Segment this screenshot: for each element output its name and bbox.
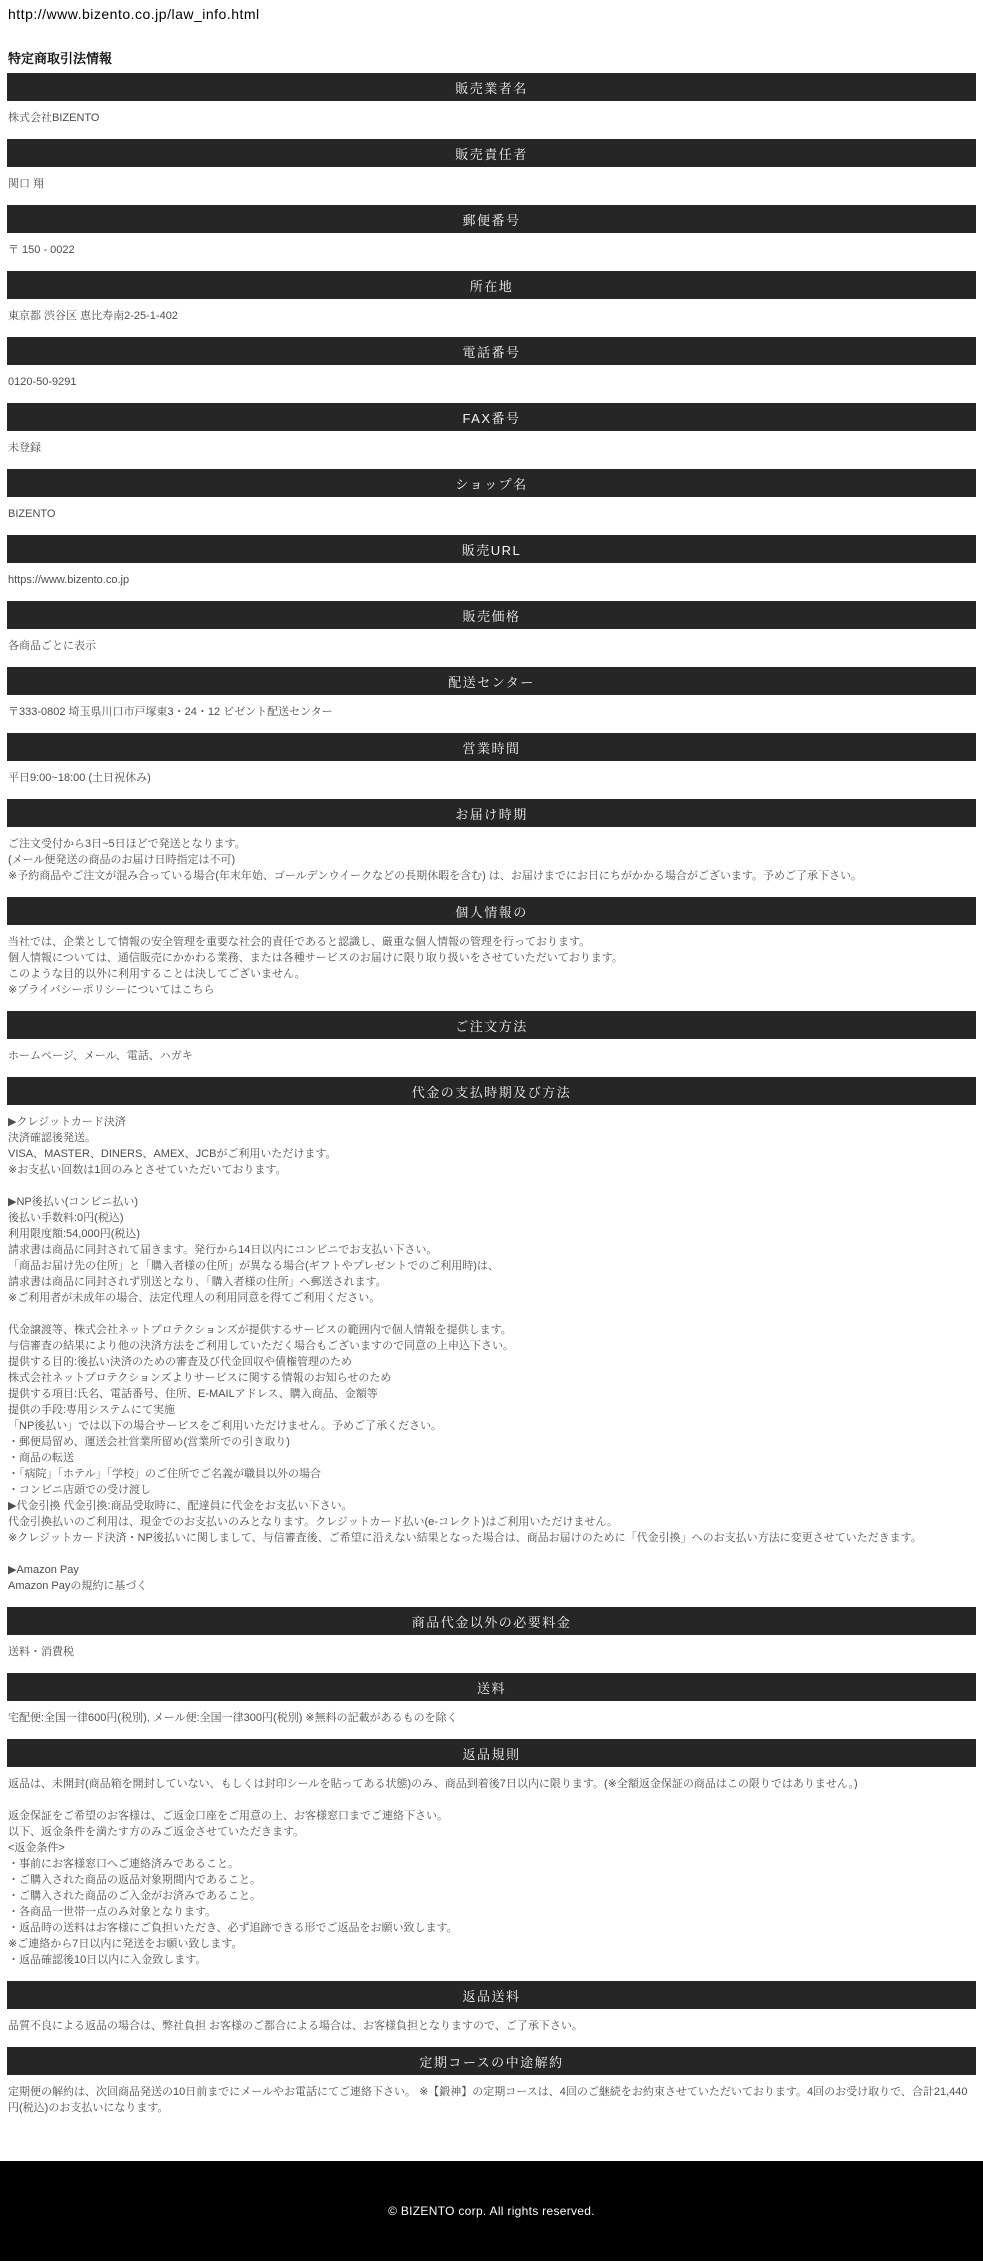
content-line: 平日9:00~18:00 (土日祝休み) bbox=[8, 772, 151, 784]
content-line: 「NP後払い」では以下の場合サービスをご利用いただけません。予めご了承ください。 bbox=[8, 1420, 442, 1432]
section-header-bar bbox=[7, 2047, 976, 2075]
content-line: 提供する項目:氏名、電話番号、住所、E-MAILアドレス、購入商品、金額等 bbox=[8, 1388, 378, 1400]
law-section bbox=[0, 337, 983, 390]
law-section bbox=[0, 271, 983, 324]
section-header-bar bbox=[7, 403, 976, 431]
section-title: 定期コースの中途解約 bbox=[419, 2054, 564, 2070]
content-line: 〒333-0802 埼玉県川口市戸塚東3・24・12 ビゼント配送センター bbox=[8, 706, 333, 718]
section-content bbox=[8, 638, 975, 654]
content-line: ※予約商品やご注文が混み合っている場合(年末年始、ゴールデンウイークなどの長期休暇を含む) は、お届けまでにお日にちがかかる場合がございます。予めご了承下さい。 bbox=[8, 870, 862, 882]
section-title: 郵便番号 bbox=[462, 212, 521, 228]
content-line bbox=[8, 1546, 975, 1562]
section-header-bar bbox=[7, 1739, 976, 1767]
section-header-bar bbox=[7, 139, 976, 167]
browser-url-text: http://www.bizento.co.jp/law_info.html bbox=[8, 6, 260, 22]
content-line: ・返品時の送料はお客様にご負担いただき、必ず追跡できる形でご返品をお願い致します。 bbox=[8, 1922, 458, 1934]
law-section bbox=[0, 1011, 983, 1064]
content-line bbox=[8, 1792, 975, 1808]
section-title: 商品代金以外の必要料金 bbox=[411, 1614, 572, 1630]
content-line: 送料・消費税 bbox=[8, 1646, 74, 1658]
content-line: 当社では、企業として情報の安全管理を重要な社会的責任であると認識し、厳重な個人情報の管理を行っております。 bbox=[8, 936, 591, 948]
section-content bbox=[8, 110, 975, 126]
section-title: 代金の支払時期及び方法 bbox=[411, 1084, 572, 1100]
content-line: ▶クレジットカード決済 bbox=[8, 1116, 126, 1128]
content-line: ・事前にお客様窓口へご連絡済みであること。 bbox=[8, 1858, 239, 1870]
section-title: 販売URL bbox=[461, 542, 522, 558]
section-header-bar bbox=[7, 1981, 976, 2009]
law-section bbox=[0, 2047, 983, 2116]
section-header-bar bbox=[7, 205, 976, 233]
law-section bbox=[0, 205, 983, 258]
content-line: 品質不良による返品の場合は、弊社負担 お客様のご都合による場合は、お客様負担となりますので、ご了承下さい。 bbox=[8, 2020, 583, 2032]
section-header-bar bbox=[7, 337, 976, 365]
content-line: ・郵便局留め、運送会社営業所留め(営業所での引き取り) bbox=[8, 1436, 290, 1448]
content-line: ※プライバシーポリシーについてはこちら bbox=[8, 984, 215, 996]
section-content bbox=[8, 1776, 975, 1968]
section-content bbox=[8, 572, 975, 588]
law-section bbox=[0, 535, 983, 588]
content-line: このような目的以外に利用することは決してございません。 bbox=[8, 968, 306, 980]
content-line: 提供する目的:後払い決済のための審査及び代金回収や債権管理のため bbox=[8, 1356, 353, 1368]
content-line: ※ご利用者が未成年の場合、法定代理人の利用同意を得てご利用ください。 bbox=[8, 1292, 381, 1304]
section-content bbox=[8, 836, 975, 884]
section-title: 返品規則 bbox=[462, 1746, 521, 1762]
section-header-bar bbox=[7, 1607, 976, 1635]
law-section bbox=[0, 469, 983, 522]
content-line: 個人情報については、通信販売にかかわる業務、または各種サービスのお届けに限り取り扱いをさせていただいております。 bbox=[8, 952, 623, 964]
section-header-bar bbox=[7, 799, 976, 827]
section-title: FAX番号 bbox=[462, 410, 521, 426]
section-content bbox=[8, 2018, 975, 2034]
content-line: BIZENTO bbox=[8, 508, 56, 520]
content-line: ▶NP後払い(コンビニ払い) bbox=[8, 1196, 139, 1208]
law-section bbox=[0, 1673, 983, 1726]
law-section bbox=[0, 1607, 983, 1660]
section-title: 個人情報の bbox=[455, 904, 528, 920]
content-line: 各商品ごとに表示 bbox=[8, 640, 96, 652]
section-title: 電話番号 bbox=[462, 344, 521, 360]
page-title: 特定商取引法情報 bbox=[8, 51, 113, 66]
section-title: 返品送料 bbox=[462, 1988, 521, 2004]
section-title: 送料 bbox=[476, 1680, 506, 1696]
section-content bbox=[8, 1644, 975, 1660]
content-line: ・商品の転送 bbox=[8, 1452, 74, 1464]
section-content bbox=[8, 374, 975, 390]
content-line: ▶代金引換 代金引換:商品受取時に、配達員に代金をお支払い下さい。 bbox=[8, 1500, 353, 1512]
section-header-bar bbox=[7, 601, 976, 629]
section-header-bar bbox=[7, 535, 976, 563]
content-line: ・コンビニ店頭での受け渡し bbox=[8, 1484, 151, 1496]
content-line: ・「病院」「ホテル」「学校」のご住所でご名義が職員以外の場合 bbox=[8, 1468, 321, 1480]
section-title: 販売業者名 bbox=[455, 80, 528, 96]
section-title: 営業時間 bbox=[462, 740, 521, 756]
section-content bbox=[8, 308, 975, 324]
section-title: 所在地 bbox=[469, 278, 514, 294]
section-title: 販売価格 bbox=[462, 608, 521, 624]
law-section bbox=[0, 601, 983, 654]
content-line: (メール便発送の商品のお届け日時指定は不可) bbox=[8, 854, 236, 866]
content-line: ご注文受付から3日~5日ほどで発送となります。 bbox=[8, 838, 246, 850]
content-line: 以下、返金条件を満たす方のみご返金させていただきます。 bbox=[8, 1826, 305, 1838]
section-header-bar bbox=[7, 733, 976, 761]
section-header-bar bbox=[7, 897, 976, 925]
law-section bbox=[0, 139, 983, 192]
content-line: 0120-50-9291 bbox=[8, 376, 77, 388]
section-content bbox=[8, 1710, 975, 1726]
content-line: 決済確認後発送。 bbox=[8, 1132, 96, 1144]
law-section bbox=[0, 403, 983, 456]
content-line: ・返品確認後10日以内に入金致します。 bbox=[8, 1954, 207, 1966]
section-content bbox=[8, 934, 975, 998]
section-content bbox=[8, 704, 975, 720]
section-header-bar bbox=[7, 73, 976, 101]
content-line: 株式会社ネットプロテクションズよりサービスに関する情報のお知らせのため bbox=[8, 1372, 392, 1384]
content-line: 〒 150 - 0022 bbox=[8, 244, 75, 256]
section-header-bar bbox=[7, 469, 976, 497]
section-content bbox=[8, 1048, 975, 1064]
section-title: ショップ名 bbox=[455, 476, 528, 492]
law-section bbox=[0, 897, 983, 998]
content-line: VISA、MASTER、DINERS、AMEX、JCBがご利用いただけます。 bbox=[8, 1148, 337, 1160]
copyright-text: © BIZENTO corp. All rights reserved. bbox=[388, 2204, 595, 2218]
section-content bbox=[8, 176, 975, 192]
section-title: お届け時期 bbox=[455, 806, 528, 822]
content-line: 利用限度額:54,000円(税込) bbox=[8, 1228, 141, 1240]
content-line: ※クレジットカード決済・NP後払いに関しまして、与信審査後、ご希望に沿えない結果となった場合は、商品お届けのために「代金引換」へのお支払い方法に変更させていただきます。 bbox=[8, 1532, 922, 1544]
section-content bbox=[8, 2084, 975, 2116]
content-line: ※ご連絡から7日以内に発送をお願い致します。 bbox=[8, 1938, 243, 1950]
law-section bbox=[0, 733, 983, 786]
content-line: 代金引換払いのご利用は、現金でのお支払いのみとなります。クレジットカード払い(e-コレクト)はご利用いただけません。 bbox=[8, 1516, 619, 1528]
content-line: ・各商品一世帯一点のみ対象となります。 bbox=[8, 1906, 217, 1918]
section-content bbox=[8, 506, 975, 522]
section-header-bar bbox=[7, 1673, 976, 1701]
section-content bbox=[8, 242, 975, 258]
content-line: 代金譲渡等、株式会社ネットプロテクションズが提供するサービスの範囲内で個人情報を提供します。 bbox=[8, 1324, 512, 1336]
content-line: ・ご購入された商品のご入金がお済みであること。 bbox=[8, 1890, 261, 1902]
section-content bbox=[8, 1114, 975, 1594]
content-line: ▶Amazon Pay bbox=[8, 1564, 79, 1576]
content-line: ホームページ、メール、電話、ハガキ bbox=[8, 1050, 193, 1062]
footer bbox=[0, 2161, 983, 2261]
law-section bbox=[0, 1739, 983, 1968]
law-section bbox=[0, 1077, 983, 1594]
content-line: 「商品お届け先の住所」と「購入者様の住所」が異なる場合(ギフトやプレゼントでのご利用時)は、 bbox=[8, 1260, 499, 1272]
section-header-bar bbox=[7, 1011, 976, 1039]
content-line: ※お支払い回数は1回のみとさせていただいております。 bbox=[8, 1164, 287, 1176]
section-content bbox=[8, 440, 975, 456]
content-line: 与信審査の結果により他の決済方法をご利用していただく場合もございますので同意の上申込下さい。 bbox=[8, 1340, 514, 1352]
section-header-bar bbox=[7, 271, 976, 299]
content-line: 後払い手数料:0円(税込) bbox=[8, 1212, 124, 1224]
content-line: Amazon Payの規約に基づく bbox=[8, 1580, 148, 1592]
content-line: <返金条件> bbox=[8, 1842, 65, 1854]
law-section bbox=[0, 1981, 983, 2034]
content-line bbox=[8, 1306, 975, 1322]
content-line: 返金保証をご希望のお客様は、ご返金口座をご用意の上、お客様窓口までご連絡下さい。 bbox=[8, 1810, 448, 1822]
content-line: 株式会社BIZENTO bbox=[8, 112, 100, 124]
law-section bbox=[0, 799, 983, 884]
content-line: 提供の手段:専用システムにて実施 bbox=[8, 1404, 175, 1416]
content-line: 返品は、未開封(商品箱を開封していない、もしくは封印シールを貼ってある状態)のみ、商品到着後7日以内に限ります。(※全額返金保証の商品はこの限りではありません。) bbox=[8, 1778, 858, 1790]
content-line: 未登録 bbox=[8, 442, 41, 454]
content-line bbox=[8, 1178, 975, 1194]
law-info-sections bbox=[0, 73, 983, 2116]
content-line: 東京都 渋谷区 恵比寿南2-25-1-402 bbox=[8, 310, 178, 322]
content-line: https://www.bizento.co.jp bbox=[8, 574, 130, 586]
law-section bbox=[0, 667, 983, 720]
content-line: 請求書は商品に同封されて届きます。発行から14日以内にコンビニでお支払い下さい。 bbox=[8, 1244, 438, 1256]
content-line: 関口 翔 bbox=[8, 178, 45, 190]
section-title: 販売責任者 bbox=[455, 146, 528, 162]
content-line: ・ご購入された商品の返品対象期間内であること。 bbox=[8, 1874, 261, 1886]
content-line: 請求書は商品に同封されず別送となり、「購入者様の住所」へ郵送されます。 bbox=[8, 1276, 387, 1288]
section-title: ご注文方法 bbox=[455, 1018, 528, 1034]
content-line: 定期便の解約は、次回商品発送の10日前までにメールやお電話にてご連絡下さい。 ※【鍛神】の定期コースは、4回のご継続をお約束させていただいております。4回のお受け取りで、合計21,440円(税込)のお支払いになります。 bbox=[8, 2086, 968, 2114]
section-title: 配送センター bbox=[448, 674, 535, 690]
content-line: 宅配便:全国一律600円(税別), メール便:全国一律300円(税別) ※無料の記載があるものを除く bbox=[8, 1712, 458, 1724]
law-section bbox=[0, 73, 983, 126]
section-content bbox=[8, 770, 975, 786]
section-header-bar bbox=[7, 667, 976, 695]
section-header-bar bbox=[7, 1077, 976, 1105]
